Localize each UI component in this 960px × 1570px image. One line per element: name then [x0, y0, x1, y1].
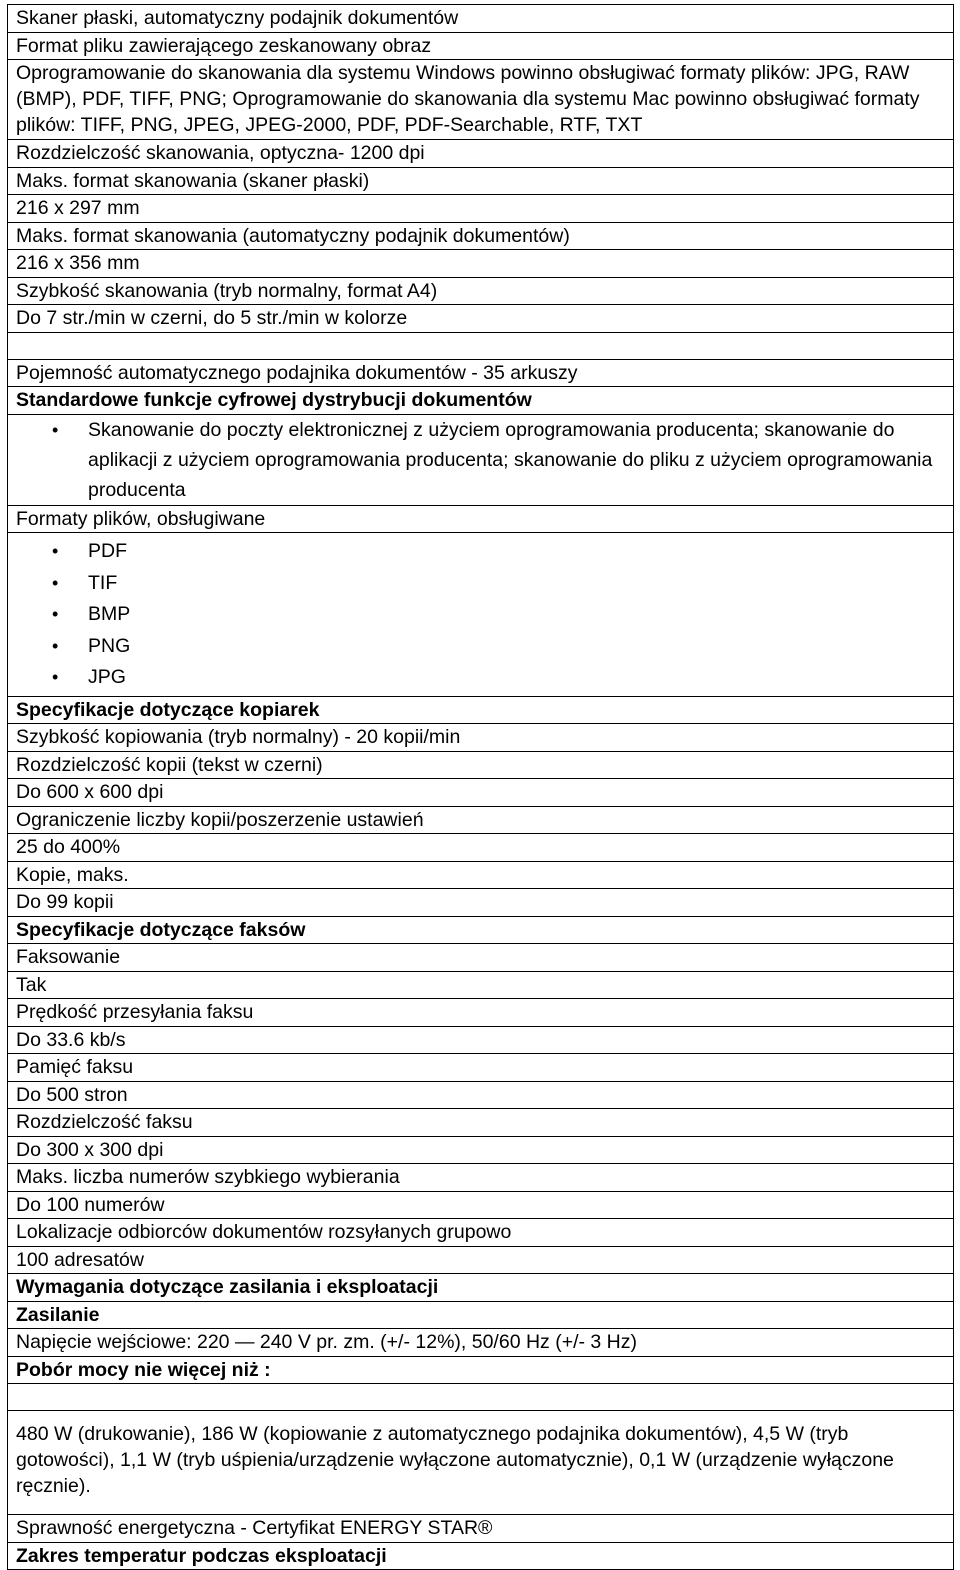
section-heading: Zakres temperatur podczas eksploatacji	[7, 1543, 954, 1570]
spec-row: Rozdzielczość kopii (tekst w czerni)	[7, 752, 954, 780]
section-heading: Specyfikacje dotyczące faksów	[7, 917, 954, 945]
spec-row: Formaty plików, obsługiwane	[7, 506, 954, 534]
bullet-icon: •	[52, 631, 58, 663]
list-item	[16, 536, 945, 568]
spec-row: Sprawność energetyczna - Certyfikat ENERGY STAR®	[7, 1515, 954, 1543]
spec-row: Pamięć faksu	[7, 1054, 954, 1082]
spec-row: 216 x 356 mm	[7, 250, 954, 278]
spec-row: 100 adresatów	[7, 1247, 954, 1275]
list-item	[16, 631, 945, 663]
spec-row: Do 7 str./min w czerni, do 5 str./min w kolorze	[7, 305, 954, 333]
bullet-icon: •	[52, 415, 58, 445]
spec-row: Faksowanie	[7, 944, 954, 972]
spec-row: 216 x 297 mm	[7, 195, 954, 223]
spec-row: Ograniczenie liczby kopii/poszerzenie ustawień	[7, 807, 954, 835]
format-bmp: BMP	[88, 603, 130, 625]
format-pdf: PDF	[88, 540, 127, 562]
spec-row	[7, 415, 954, 506]
spec-row: Prędkość przesyłania faksu	[7, 999, 954, 1027]
spec-row: Do 300 x 300 dpi	[7, 1137, 954, 1165]
spec-row: Maks. format skanowania (automatyczny podajnik dokumentów)	[7, 223, 954, 251]
spec-row: Oprogramowanie do skanowania dla systemu Windows powinno obsługiwać formaty plików: JPG, RAW (BMP), PDF, TIFF, PNG; Oprogramowanie do skanowania dla systemu Mac powinno obsługiwać formaty plików: TIFF, PNG, JPEG, JPEG-2000, PDF, PDF-Searchable, RTF, TXT	[7, 60, 954, 140]
spec-row: 25 do 400%	[7, 834, 954, 862]
spec-row: Do 500 stron	[7, 1082, 954, 1110]
section-heading: Specyfikacje dotyczące kopiarek	[7, 697, 954, 725]
spec-row: Rozdzielczość skanowania, optyczna- 1200 dpi	[7, 140, 954, 168]
spec-row: Maks. liczba numerów szybkiego wybierania	[7, 1164, 954, 1192]
format-jpg: JPG	[88, 666, 126, 688]
spec-row: Rozdzielczość faksu	[7, 1109, 954, 1137]
spec-row: 480 W (drukowanie), 186 W (kopiowanie z automatycznego podajnika dokumentów), 4,5 W (tryb gotowości), 1,1 W (tryb uśpienia/urządzenie wyłączone automatycznie), 0,1 W (urządzenie wyłączone ręcznie).	[7, 1411, 954, 1515]
section-heading: Standardowe funkcje cyfrowej dystrybucji dokumentów	[7, 387, 954, 415]
empty-row	[7, 333, 954, 360]
section-heading: Wymagania dotyczące zasilania i eksploatacji	[7, 1274, 954, 1302]
spec-row: Szybkość skanowania (tryb normalny, format A4)	[7, 278, 954, 306]
format-png: PNG	[88, 635, 130, 657]
list-item-text: Skanowanie do poczty elektronicznej z użyciem oprogramowania producenta; skanowanie do aplikacji z użyciem oprogramowania producenta; skanowanie do pliku z użyciem oprogramowania producenta	[88, 419, 932, 501]
spec-row: Pojemność automatycznego podajnika dokumentów - 35 arkuszy	[7, 360, 954, 388]
spec-row: Lokalizacje odbiorców dokumentów rozsyłanych grupowo	[7, 1219, 954, 1247]
spec-row: Skaner płaski, automatyczny podajnik dokumentów	[7, 4, 954, 33]
list-item	[16, 662, 945, 694]
section-heading: Pobór mocy nie więcej niż :	[7, 1357, 954, 1385]
format-list	[7, 533, 954, 697]
spec-row: Do 100 numerów	[7, 1192, 954, 1220]
spec-row: Maks. format skanowania (skaner płaski)	[7, 168, 954, 196]
list-item	[16, 568, 945, 600]
bullet-icon: •	[52, 599, 58, 631]
bullet-icon: •	[52, 536, 58, 568]
spec-row: Do 99 kopii	[7, 889, 954, 917]
spec-row: Kopie, maks.	[7, 862, 954, 890]
section-heading: Zasilanie	[7, 1302, 954, 1330]
spec-table	[7, 4, 954, 1570]
list-item	[16, 599, 945, 631]
spec-row: Tak	[7, 972, 954, 1000]
format-tif: TIF	[88, 572, 117, 594]
bullet-icon: •	[52, 568, 58, 600]
spec-row: Szybkość kopiowania (tryb normalny) - 20 kopii/min	[7, 724, 954, 752]
spec-row: Do 33.6 kb/s	[7, 1027, 954, 1055]
list-item	[16, 415, 945, 505]
bullet-icon: •	[52, 662, 58, 694]
spec-row: Format pliku zawierającego zeskanowany obraz	[7, 33, 954, 61]
spec-row: Do 600 x 600 dpi	[7, 779, 954, 807]
spec-row: Napięcie wejściowe: 220 — 240 V pr. zm. (+/- 12%), 50/60 Hz (+/- 3 Hz)	[7, 1329, 954, 1357]
empty-row	[7, 1384, 954, 1411]
